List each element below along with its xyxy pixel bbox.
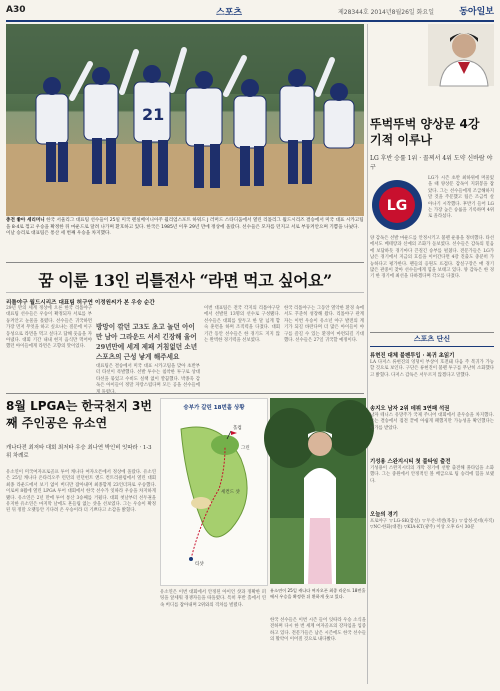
main-body-col-c: 이번 대표팀은 전국 각지의 리틀야구단에서 선발된 13명의 선수로 구성됐다. 선수들은 대회를 앞두고 한 달 넘게 합숙 훈련을 하며 조직력을 다졌다. 대회 기간 동안 선수들은 한 경기도 지지 않는 완벽한 경기력을 선보였다.	[204, 306, 280, 344]
main-body-col-b: 대표팀은 결승에서 미국 대표 시카고팀을 맞아 초반부터 타선이 폭발했다. 선발 투수는 침착한 투구로 상대 타선을 묶었고 수비도 실책 없이 깔끔했다. 박종욱 감독은 아이들이 정말 자랑스럽다며 모든 공을 선수들에게 돌렸다.	[96, 364, 200, 395]
badge-label: LG	[386, 198, 408, 214]
lpga-divider	[6, 393, 364, 394]
lg-headline: 뚜벅뚜벅 양상문 4강 기적 이루나	[370, 117, 480, 147]
brief-item	[370, 510, 494, 559]
headline-rule	[6, 292, 364, 293]
brief-body: LA 다저스 류현진의 엉덩이 부상이 호전돼 다음 주 복귀가 가능할 것으로 보인다. 구단은 류현진이 불펜 투구를 무난히 소화했다고 밝혔다. 다저스 감독은 서두르지 않겠다고 말했다.	[370, 360, 494, 378]
section-divider	[6, 262, 364, 263]
lg-article	[370, 24, 494, 332]
brief-body: 남자 테니스 유망주가 국제 주니어 대회에서 준우승을 차지했다. 그는 결승에서 접전 끝에 아쉽게 패했지만 가능성을 확인했다는 평가를 받았다.	[370, 413, 494, 431]
briefs-title: 스포츠 단신	[370, 334, 494, 347]
lpga-subhead: 캐나다전 최저타 대회 최저타 우승 최나연 박인비 잇따라 · 1-3위 차례로	[6, 445, 152, 459]
lpga-body-3: 한국 선수들은 이번 시즌 들어 잇따라 우승 소식을 전하며 다시 한 번 세계 여자골프의 강자임을 입증하고 있다. 전문가들은 남은 시즌에도 한국 선수들의 활약이 이어질 것으로 내다봤다.	[270, 618, 366, 643]
brief-item	[370, 404, 494, 453]
brief-body: 기성용이 스완지시티의 개막 경기에 선발 출전해 풀타임을 소화했다. 그는 중원에서 안정적인 볼 배급으로 팀 승리에 힘을 보탰다.	[370, 466, 494, 484]
map-label-hole: 홀컵	[233, 426, 242, 431]
main-photo	[6, 24, 364, 216]
brief-item	[370, 351, 494, 400]
lg-subhead: LG 후반 승률 1위 · 꼴찌서 4위 도약 신바람 야구	[370, 155, 493, 171]
right-divider	[370, 332, 494, 333]
page-header	[6, 4, 494, 22]
manager-portrait	[428, 24, 494, 86]
brief-body: 프로야구 ▽LG-SK(잠실) ▽두산-넥센(목동) ▽삼성-롯데(사직) ▽NC-한화(대전) ▽KIA-KT(광주) 이상 오후 6시 30분	[370, 519, 494, 531]
main-body-col-d: 한국 리틀야구는 그동안 열악한 환경 속에서도 꾸준히 성장해 왔다. 리틀야구 관계자는 이번 우승이 유소년 야구 발전의 계기가 되길 바란다며 더 많은 아이들이 야구를 즐길 수 있는 환경이 마련되길 기대했다. 선수들은 27일 귀국할 예정이다.	[284, 306, 364, 344]
main-body-col-a: 29년 만의 세계 정상에 오른 한국 리틀야구 대표팀 선수들은 우승이 확정되자 서로를 부둥켜안고 눈물을 흘렸다. 선수들은 귀국하면 가장 먼저 무엇을 하고 싶으냐는 질문에 이구동성으로 라면을 먹고 싶다고 답해 웃음을 자아냈다. 대회 기간 내내 현지 음식만 먹어야 했던 아이들에게 라면은 고향의 맛이었다.	[6, 306, 92, 350]
svg-text:21: 21	[142, 105, 165, 124]
golfer-photo	[270, 398, 366, 584]
map-label-second: 세컨드 샷	[221, 490, 240, 495]
section-label: 스포츠	[216, 8, 243, 18]
main-headline: 꿈 이룬 13인 리틀전사 “라면 먹고 싶어요”	[38, 271, 332, 290]
brief-item	[370, 457, 494, 506]
caption-lead: 충전 좋아 세리머니	[6, 218, 45, 223]
brief-title: 송지오 남자 2위 데뷔 3연패 석권	[370, 406, 450, 412]
column-divider	[367, 24, 368, 684]
lpga-body-2: 유소연은 이번 대회에서 안정된 아이언 샷과 정확한 퍼팅을 앞세워 경쟁자들을 따돌렸다. 특히 후반 홀에서 연속 버디를 잡아내며 2위와의 격차를 벌렸다.	[160, 590, 266, 608]
lg-body-2: 양 감독은 선발 마운드를 안정시키고 불펜 운용을 정비했다. 타선에서도 베테랑과 신예의 조화가 돋보였다. 선수들은 감독의 믿음에 보답하듯 경기마다 끈질긴 승부를 펼쳤다. 전문가들은 LG가 남은 경기에서 지금의 흐름을 이어간다면 4강 진출도 충분히 가능하다고 평가한다. 팬들의 응원도 뜨겁다. 잠실구장은 매 경기 많은 관중이 찾아 선수들에게 힘을 보태고 있다. 양 감독은 한 경기 한 경기에 최선을 다하겠다며 각오를 다졌다.	[370, 236, 494, 280]
page-number: A30	[6, 5, 26, 15]
lpga-body-1: 유소연이 미국여자프로골프 투어 캐나다 여자오픈에서 정상에 올랐다. 유소연은 25일 캐나다 온타리오주 런던의 런던헌트 앤드 컨트리클럽에서 열린 대회 최종 라운드에서 보기 없이 버디만 잡아내며 최종합계 23언더파로 우승했다. 이로써 8월에 열린 LPGA 투어 대회에서 한국 선수가 잇따라 우승을 차지하게 됐다. 유소연은 2년 만에 투어 통산 3승째를 거뒀다. 대회 첫날부터 선두권을 유지한 유소연은 마지막 날에도 흔들림 없는 샷을 선보였다. 그는 우승이 확정된 뒤 정말 오랫동안 기다려 온 우승이라 더 기쁘다고 소감을 밝혔다.	[6, 470, 156, 514]
sports-briefs	[370, 334, 494, 684]
golfer-caption: 유소연이 25일 캐나다 여자오픈 최종 라운드 18번홀에서 우승을 확정한 뒤 환하게 웃고 있다.	[270, 588, 366, 599]
brief-title: 류현진 대체 불펜투입 · 복귀 초읽기	[370, 353, 455, 359]
brief-title: 기성용 스완지시티 첫 풀타임 출전	[370, 459, 451, 465]
caption-text: 한국 서울리그 대표팀 선수들이 25일 미국 펜실베이니아주 윌리엄스포트 하워드 J 러머드 스타디움에서 열린 리틀리그 월드시리즈 결승에서 미국 대표 시카고팀을 8-4로 꺾고 우승을 확정한 뒤 마운드로 달려 나가며 환호하고 있다. 한국은 1985년 이후 29년 만에 정상에 올랐다. 선수들은 모자를 던지고 서로 부둥켜안으며 기쁨을 나눴다. 이날 승리로 대표팀은 통산 세 번째 우승을 차지했다.	[6, 218, 364, 237]
lg-body-1: LG가 시즌 초반 최하위에 머물렀을 때 양상문 감독이 지휘봉을 잡았다. 그는 선수들에게 조급해하지 말 것을 주문했고 팀은 조금씩 살아나기 시작했다. 후반기 들어 LG는 가장 높은 승률을 기록하며 4위로 올라섰다.	[428, 176, 494, 220]
brief-title: 오늘의 경기	[370, 512, 398, 518]
map-label-tee: 티샷	[195, 562, 204, 567]
map-title: 승부가 갈린 18번홀 상황	[183, 405, 245, 411]
newspaper-logo: 동아일보	[459, 7, 494, 17]
hole-map-graphic	[160, 398, 268, 586]
photo-caption	[6, 218, 364, 258]
map-label-green: 그린	[241, 446, 250, 451]
issue-meta: 제28344호 2014년8월26일 화요일	[338, 9, 434, 16]
lpga-headline: 8월 LPGA는 한국천지 3번째 주인공은 유소연	[6, 399, 152, 430]
main-pull-quote: 방망이 깎던 고3도 초고 놀던 아이만 남아 그라운드 서서 긴장해 울어 29년만에 세계 제패 거침없던 소년 스포츠의 근성 낳게 해주세요	[96, 323, 198, 361]
main-lead: 리틀야구 월드시리즈 대표팀 허구연 이정원씨가 본 우승 순간	[6, 300, 155, 306]
lg-badge-icon	[370, 178, 424, 232]
